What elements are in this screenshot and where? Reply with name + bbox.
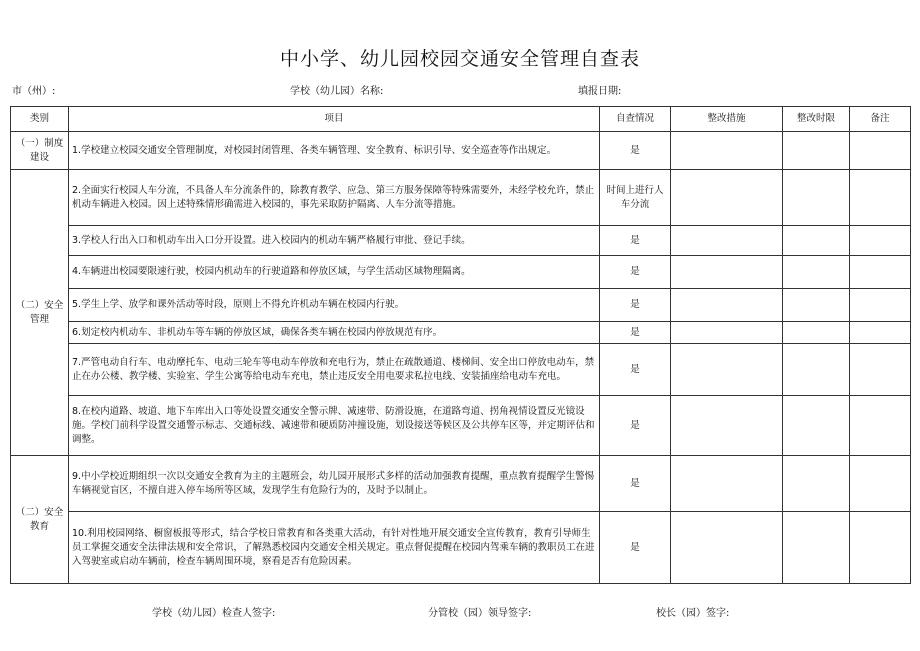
deadline-cell xyxy=(783,456,850,512)
header-row xyxy=(11,107,911,132)
measures-cell xyxy=(671,170,783,226)
remarks-cell xyxy=(850,396,911,456)
leader-signature-label: 分管校（园）领导签字: xyxy=(428,608,532,619)
deadline-cell xyxy=(783,170,850,226)
form-title: 中小学、幼儿园校园交通安全管理自查表 xyxy=(279,48,640,70)
measures-cell xyxy=(671,256,783,289)
self-check-cell: 是 xyxy=(600,289,671,322)
item-cell: 7.严管电动自行车、电动摩托车、电动三轮车等电动车停放和充电行为，禁止在疏散通道、楼梯间、安全出口停放电动车，禁止在办公楼、教学楼、实验室、学生公寓等给电动车充电，禁止违反安全用电要求私拉电线、安装插座给电动车充电。 xyxy=(69,344,600,396)
principal-signature-label: 校长（园）签字: xyxy=(656,608,730,619)
report-date-label: 填报日期: xyxy=(578,86,622,97)
self-check-cell: 是 xyxy=(600,396,671,456)
remarks-cell xyxy=(850,226,911,256)
measures-cell xyxy=(671,396,783,456)
table-row xyxy=(11,396,911,456)
self-check-cell: 时间上进行人车分流 xyxy=(600,170,671,226)
header-rectification-measures: 整改措施 xyxy=(671,107,783,132)
deadline-cell xyxy=(783,396,850,456)
self-check-cell: 是 xyxy=(600,456,671,512)
measures-cell xyxy=(671,322,783,344)
remarks-cell xyxy=(850,322,911,344)
remarks-cell xyxy=(850,289,911,322)
city-label: 市（州）: xyxy=(12,86,56,97)
table-row xyxy=(11,256,911,289)
inspector-signature-label: 学校（幼儿园）检查人签字: xyxy=(152,608,276,619)
remarks-cell xyxy=(850,456,911,512)
table-row xyxy=(11,132,911,170)
measures-cell xyxy=(671,456,783,512)
item-cell: 2.全面实行校园人车分流，不具备人车分流条件的，除教育教学、应急、第三方服务保障等特殊需要外，未经学校允许，禁止机动车辆进入校园。因上述特殊情形确需进入校园的，事先采取防护隔离、人车分流等措施。 xyxy=(69,170,600,226)
item-cell: 4.车辆进出校园要限速行驶，校园内机动车的行驶道路和停放区域，与学生活动区域物理隔离。 xyxy=(69,256,600,289)
remarks-cell xyxy=(850,170,911,226)
measures-cell xyxy=(671,132,783,170)
table-row xyxy=(11,289,911,322)
table-row xyxy=(11,456,911,512)
measures-cell xyxy=(671,512,783,584)
self-check-cell: 是 xyxy=(600,512,671,584)
remarks-cell xyxy=(850,132,911,170)
header-remarks: 备注 xyxy=(850,107,911,132)
self-check-cell: 是 xyxy=(600,226,671,256)
item-cell: 9.中小学校近期组织一次以交通安全教育为主的主题班会，幼儿园开展形式多样的活动加强教育提醒，重点教育提醒学生警惕车辆视觉盲区，不擅自进入停车场所等区域，发现学生有危险行为的，及时予以制止。 xyxy=(69,456,600,512)
table-row xyxy=(11,170,911,226)
measures-cell xyxy=(671,344,783,396)
category-cell: （二）安全管理 xyxy=(11,170,69,456)
measures-cell xyxy=(671,226,783,256)
checklist-table xyxy=(10,106,911,584)
header-self-check: 自查情况 xyxy=(600,107,671,132)
header-rectification-deadline: 整改时限 xyxy=(783,107,850,132)
school-name-label: 学校（幼儿园）名称: xyxy=(290,86,384,97)
deadline-cell xyxy=(783,256,850,289)
remarks-cell xyxy=(850,512,911,584)
self-check-cell: 是 xyxy=(600,322,671,344)
measures-cell xyxy=(671,289,783,322)
item-cell: 5.学生上学、放学和课外活动等时段，原则上不得允许机动车辆在校园内行驶。 xyxy=(69,289,600,322)
category-cell: （二）安全教育 xyxy=(11,456,69,584)
deadline-cell xyxy=(783,322,850,344)
table-row xyxy=(11,322,911,344)
deadline-cell xyxy=(783,512,850,584)
deadline-cell xyxy=(783,344,850,396)
self-check-cell: 是 xyxy=(600,132,671,170)
item-cell: 10.利用校园网络、橱窗板报等形式，结合学校日常教育和各类重大活动，有针对性地开展交通安全宣传教育，教育引导师生员工掌握交通安全法律法规和安全常识，了解熟悉校园内交通安全相关规定。重点督促提醒在校园内驾乘车辆的教职员工在进入驾驶室或启动车辆前，检查车辆周围环境，察看是否有危险因素。 xyxy=(69,512,600,584)
table-row xyxy=(11,226,911,256)
table-row xyxy=(11,344,911,396)
remarks-cell xyxy=(850,256,911,289)
deadline-cell xyxy=(783,289,850,322)
header-item: 项目 xyxy=(69,107,600,132)
item-cell: 1.学校建立校园交通安全管理制度，对校园封闭管理、各类车辆管理、安全教育、标识引导、安全巡查等作出规定。 xyxy=(69,132,600,170)
remarks-cell xyxy=(850,344,911,396)
self-check-cell: 是 xyxy=(600,344,671,396)
header-category: 类别 xyxy=(11,107,69,132)
deadline-cell xyxy=(783,132,850,170)
self-check-cell: 是 xyxy=(600,256,671,289)
deadline-cell xyxy=(783,226,850,256)
item-cell: 8.在校内道路、坡道、地下车库出入口等处设置交通安全警示牌、减速带、防滑设施，在道路弯道、拐角视情设置反光镜设施。学校门前科学设置交通警示标志、交通标线、减速带和硬质防冲撞设施，划设接送等候区及公共停车区等，并定期评估和调整。 xyxy=(69,396,600,456)
item-cell: 3.学校人行出入口和机动车出入口分开设置。进入校园内的机动车辆严格履行审批、登记手续。 xyxy=(69,226,600,256)
table-row xyxy=(11,512,911,584)
item-cell: 6.划定校内机动车、非机动车等车辆的停放区域，确保各类车辆在校园内停放规范有序。 xyxy=(69,322,600,344)
category-cell: （一）制度建设 xyxy=(11,132,69,170)
